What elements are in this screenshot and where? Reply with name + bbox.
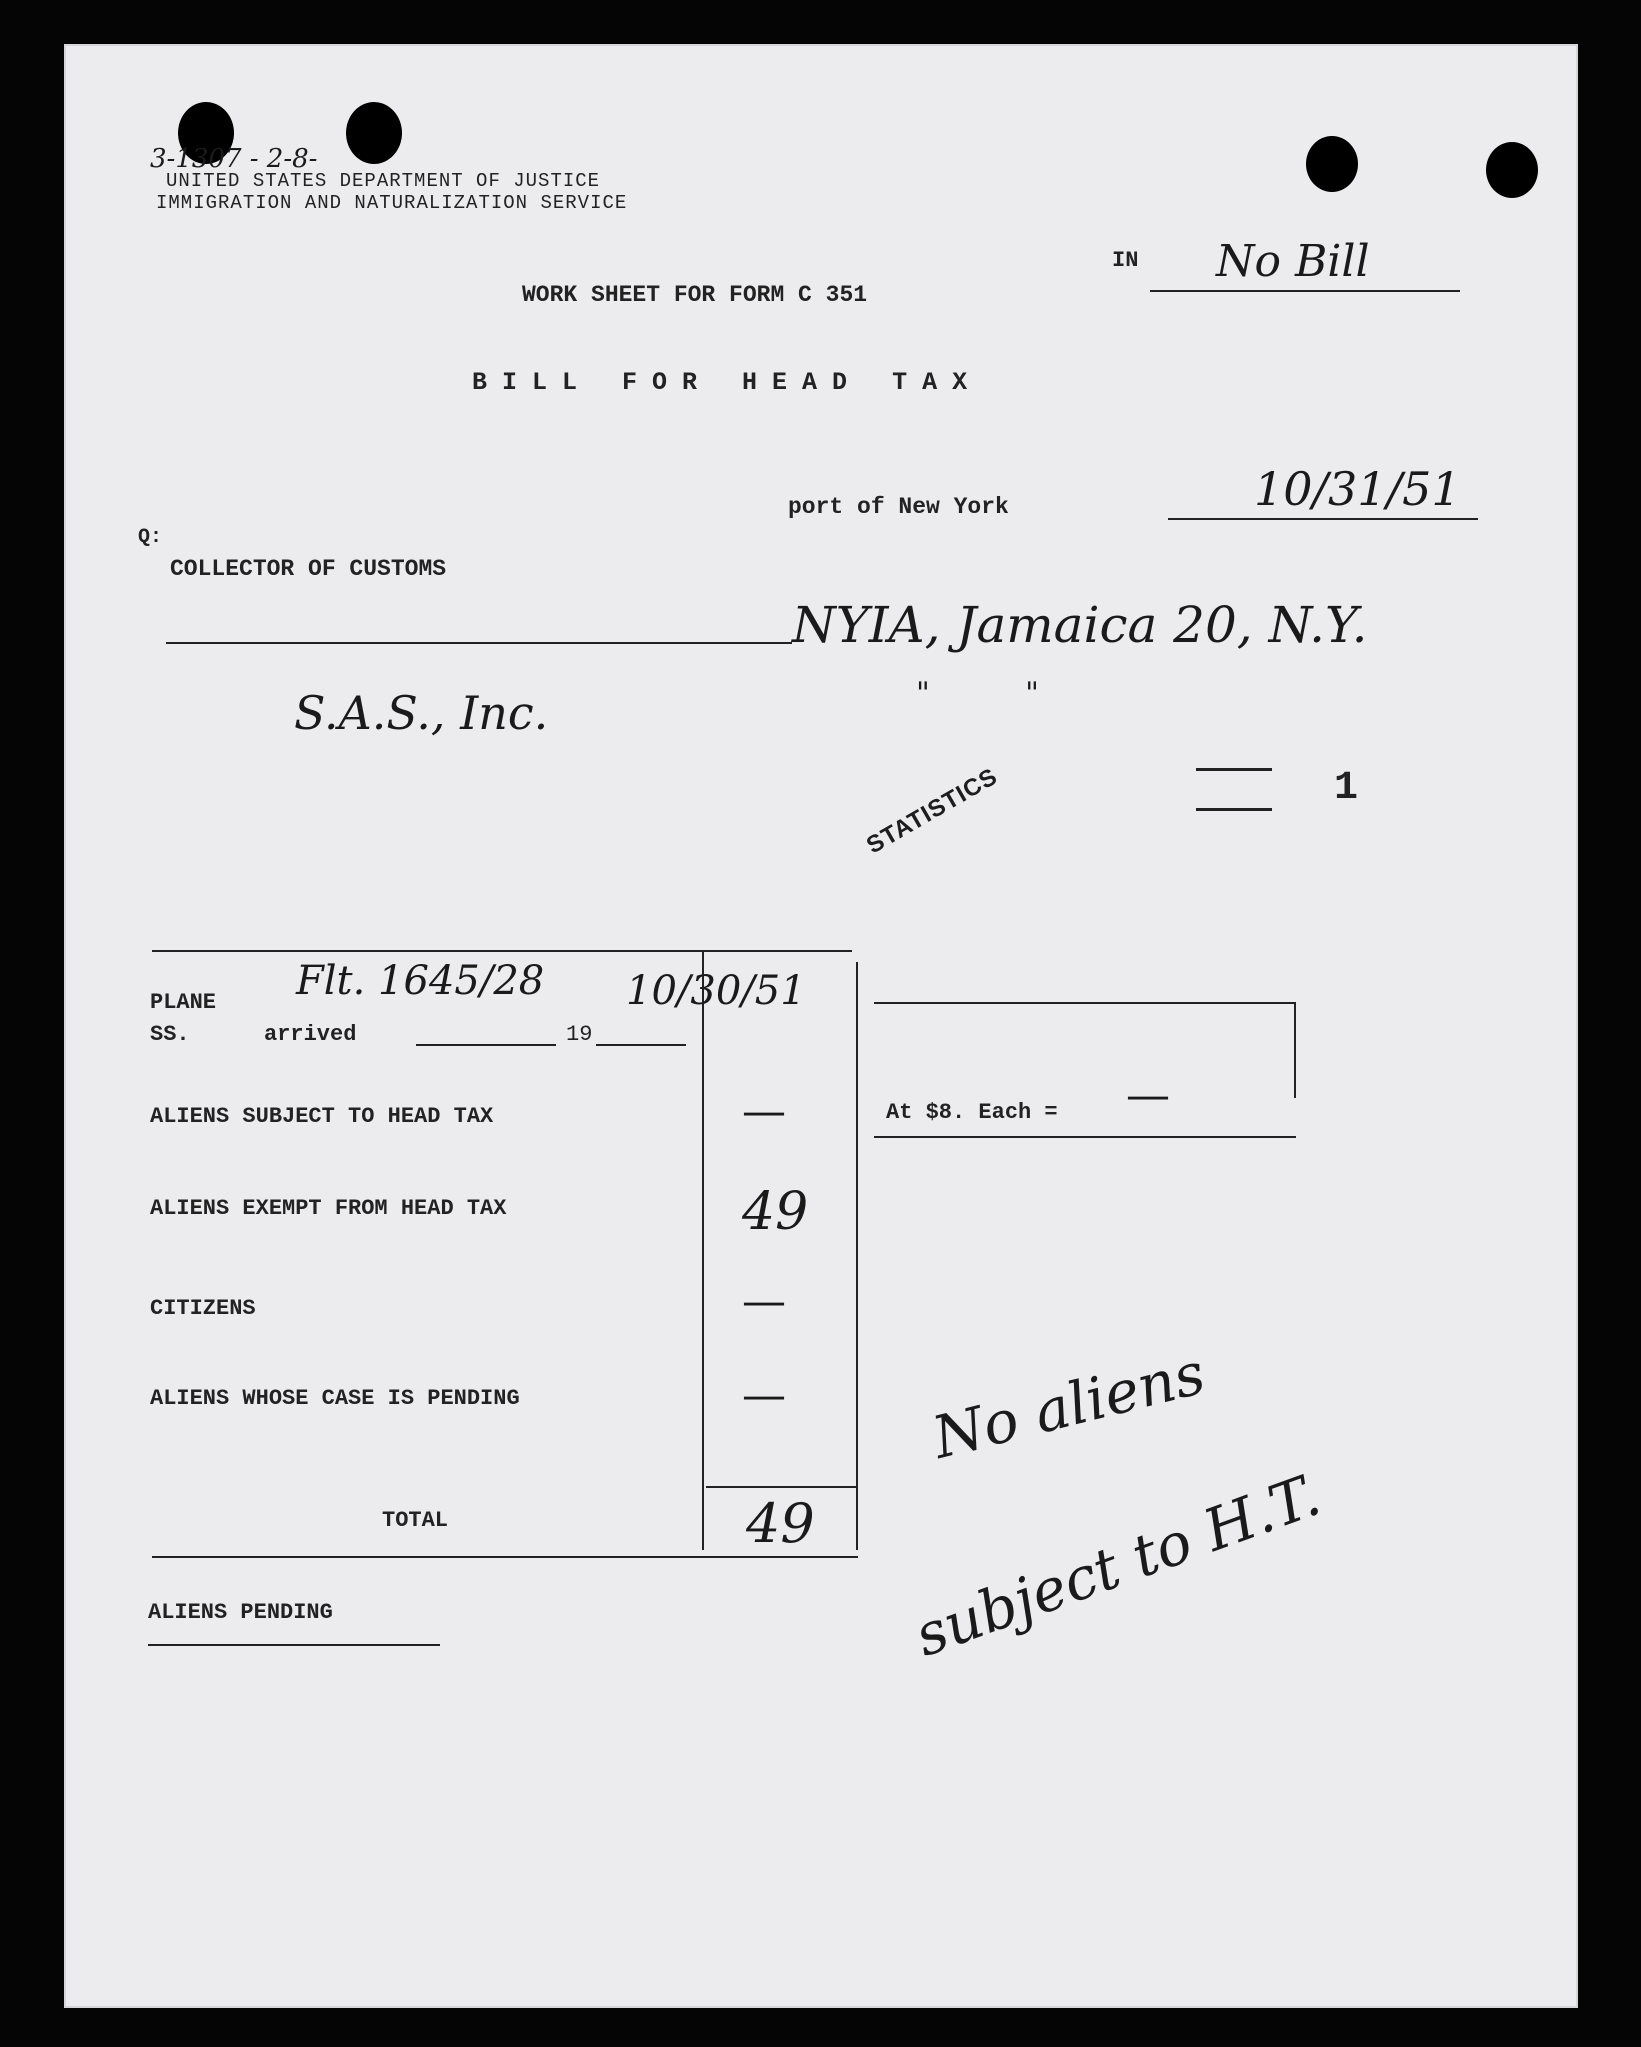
date-underline (1168, 518, 1478, 520)
dash-mark (1196, 768, 1272, 771)
ss-label: SS. (150, 1022, 190, 1047)
table-column-rule (702, 950, 704, 1550)
flight-number: Flt. 1645/28 (296, 958, 545, 1004)
department-name: UNITED STATES DEPARTMENT OF JUSTICE (166, 170, 601, 192)
handwritten-note-line1: No aliens (926, 1338, 1212, 1472)
worksheet-title: WORK SHEET FOR FORM C 351 (522, 282, 868, 308)
arrived-label: arrived (264, 1022, 357, 1047)
collector-underline (166, 642, 792, 644)
arrived-date-line (416, 1044, 556, 1046)
tax-box-bottom (874, 1136, 1296, 1138)
punch-hole (1306, 136, 1358, 192)
form-code: 3-1307 - 2-8- (150, 144, 318, 174)
arrival-date: 10/30/51 (626, 968, 806, 1014)
aliens-pending-label: ALIENS PENDING (148, 1600, 333, 1625)
row-value-citizens: — (742, 1276, 786, 1327)
port-label: port of New York (788, 494, 1009, 520)
row-value-pending: — (742, 1370, 786, 1421)
punch-hole (346, 102, 402, 164)
year-prefix: 19 (566, 1022, 593, 1047)
in-label: IN (1112, 248, 1139, 273)
tax-box-top (874, 1002, 1294, 1004)
punch-hole (1486, 142, 1538, 198)
ditto-marks: " " (916, 676, 1039, 711)
table-right-rule (856, 962, 858, 1550)
plane-label: PLANE (150, 990, 217, 1015)
aliens-pending-underline (148, 1644, 440, 1646)
handwritten-note-line2: subject to H.T. (906, 1460, 1329, 1670)
dash-mark (1196, 808, 1272, 811)
to-label: Q: (138, 526, 163, 549)
port-date: 10/31/51 (1254, 462, 1461, 516)
in-value: No Bill (1216, 236, 1370, 287)
total-rule (706, 1486, 856, 1488)
in-underline (1150, 290, 1460, 292)
table-top-rule (152, 950, 852, 952)
bill-title: B I L L F O R H E A D T A X (472, 368, 968, 397)
collector-label: COLLECTOR OF CUSTOMS (170, 556, 447, 582)
tax-box-right (1294, 1002, 1296, 1098)
row-value-subject: — (742, 1086, 786, 1137)
count-mark: 1 (1334, 766, 1359, 811)
row-label-exempt: ALIENS EXEMPT FROM HEAD TAX (150, 1196, 507, 1221)
tax-label: At $8. Each = (886, 1100, 1058, 1125)
row-value-exempt: 49 (742, 1182, 809, 1242)
total-label: TOTAL (382, 1508, 449, 1533)
tax-value: — (1126, 1070, 1170, 1121)
statistics-stamp: STATISTICS (862, 762, 1003, 860)
arrived-year-line (596, 1044, 686, 1046)
row-label-citizens: CITIZENS (150, 1296, 256, 1321)
collector-location: NYIA, Jamaica 20, N.Y. (792, 596, 1368, 654)
row-label-subject: ALIENS SUBJECT TO HEAD TAX (150, 1104, 494, 1129)
service-name: IMMIGRATION AND NATURALIZATION SERVICE (156, 192, 628, 214)
total-value: 49 (746, 1492, 815, 1555)
document-page (64, 44, 1578, 2008)
carrier-name: S.A.S., Inc. (294, 686, 549, 740)
table-bottom-rule (152, 1556, 858, 1558)
row-label-pending: ALIENS WHOSE CASE IS PENDING (150, 1386, 520, 1411)
